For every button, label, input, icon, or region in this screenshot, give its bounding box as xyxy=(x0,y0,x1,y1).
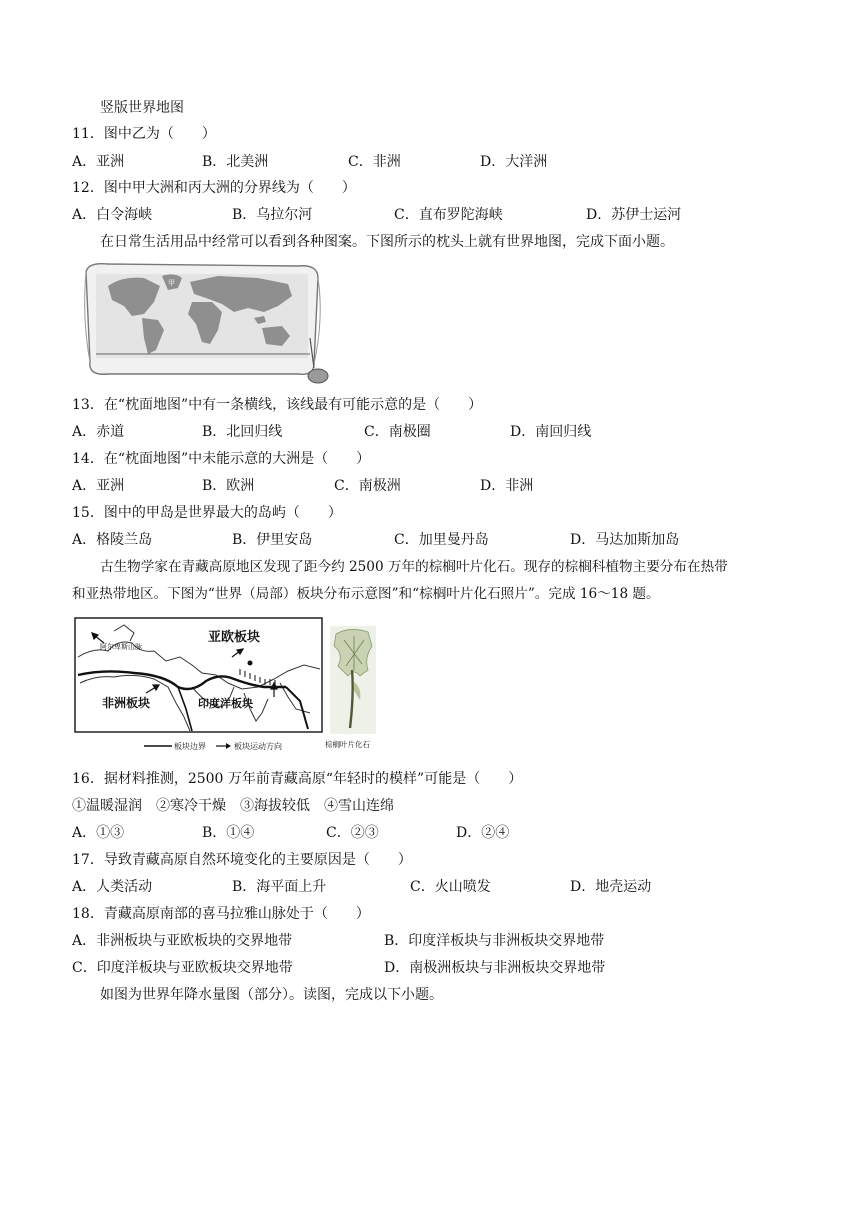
option-d[interactable]: D．马达加斯加岛 xyxy=(570,532,680,548)
label-jia: 甲 xyxy=(168,279,175,287)
question-12-stem: 12．图中甲大洲和丙大洲的分界线为（ ） xyxy=(72,180,356,196)
fossil-photo xyxy=(324,624,384,750)
legend-direction: 板块运动方向 xyxy=(234,742,282,751)
option-c[interactable]: C．加里曼丹岛 xyxy=(394,532,489,548)
option-a[interactable]: A．亚洲 xyxy=(72,154,125,170)
african-plate-label: 非洲板块 xyxy=(102,696,151,710)
option-c[interactable]: C．火山喷发 xyxy=(410,879,491,895)
question-11-options xyxy=(72,152,792,172)
question-17-options xyxy=(72,877,792,897)
fossil-caption: 棕榈叶片化石 xyxy=(325,740,370,749)
map-caption: 竖版世界地图 xyxy=(100,100,184,116)
plate-map-figure xyxy=(74,617,324,753)
intro-precipitation: 如图为世界年降水量图（部分）。读图，完成以下小题。 xyxy=(100,987,443,1003)
option-a[interactable]: A．亚洲 xyxy=(72,478,125,494)
option-a[interactable]: A．格陵兰岛 xyxy=(72,532,153,548)
question-18-options-row-2 xyxy=(72,958,792,978)
eurasian-plate-label: 亚欧板块 xyxy=(208,630,261,645)
option-d[interactable]: D．非洲 xyxy=(480,478,534,494)
option-a[interactable]: A．人类活动 xyxy=(72,879,153,895)
option-d[interactable]: D．南回归线 xyxy=(510,424,592,440)
option-d[interactable]: D．大洋洲 xyxy=(480,154,548,170)
option-d[interactable]: D．南极洲板块与非洲板块交界地带 xyxy=(384,960,606,976)
option-b[interactable]: B．海平面上升 xyxy=(232,879,327,895)
option-b[interactable]: B．欧洲 xyxy=(202,478,255,494)
intro-13-15: 在日常生活用品中经常可以看到各种图案。下图所示的枕头上就有世界地图，完成下面小题。 xyxy=(100,234,674,250)
question-13-options xyxy=(72,422,792,442)
question-17-stem: 17．导致青藏高原自然环境变化的主要原因是（ ） xyxy=(72,852,412,868)
question-15-stem: 15．图中的甲岛是世界最大的岛屿（ ） xyxy=(72,505,342,521)
option-a[interactable]: A．白令海峡 xyxy=(72,207,153,223)
option-d[interactable]: D．地壳运动 xyxy=(570,879,652,895)
question-12-options xyxy=(72,205,792,225)
legend-boundary: 板块边界 xyxy=(174,742,206,751)
question-13-stem: 13．在“枕面地图”中有一条横线，该线最有可能示意的是（ ） xyxy=(72,397,483,413)
question-16-options xyxy=(72,823,792,843)
option-b[interactable]: B．印度洋板块与非洲板块交界地带 xyxy=(384,933,605,949)
option-c[interactable]: C．非洲 xyxy=(348,154,401,170)
intro-16-18-line-1: 古生物学家在青藏高原地区发现了距今约 2500 万年的棕榈叶片化石。现存的棕榈科植物主要分布在热带 xyxy=(100,559,728,575)
option-d[interactable]: D．苏伊士运河 xyxy=(586,207,682,223)
alps-label: 阿尔卑斯山脉 xyxy=(100,643,142,651)
option-c[interactable]: C．南极圈 xyxy=(364,424,431,440)
question-18-stem: 18．青藏高原南部的喜马拉雅山脉处于（ ） xyxy=(72,906,370,922)
option-a[interactable]: A．①③ xyxy=(72,825,125,841)
option-c[interactable]: C．直布罗陀海峡 xyxy=(394,207,503,223)
option-b[interactable]: B．北美洲 xyxy=(202,154,269,170)
option-c[interactable]: C．②③ xyxy=(326,825,379,841)
question-14-stem: 14．在“枕面地图”中未能示意的大洲是（ ） xyxy=(72,451,371,467)
indian-ocean-plate-label: 印度洋板块 xyxy=(198,697,253,710)
question-11-stem: 11．图中乙为（ ） xyxy=(72,126,216,142)
intro-16-18-line-2: 和亚热带地区。下图为“世界（局部）板块分布示意图”和“棕榈叶片化石照片”。完成 16～18 题。 xyxy=(72,586,660,602)
option-a[interactable]: A．非洲板块与亚欧板块的交界地带 xyxy=(72,933,293,949)
question-15-options xyxy=(72,530,792,550)
option-c[interactable]: C．南极洲 xyxy=(334,478,401,494)
option-c[interactable]: C．印度洋板块与亚欧板块交界地带 xyxy=(72,960,293,976)
question-14-options xyxy=(72,476,792,496)
pillow-map-figure xyxy=(78,258,338,390)
question-16-stem: 16．据材料推测，2500 万年前青藏高原“年轻时的模样”可能是（ ） xyxy=(72,771,523,787)
option-b[interactable]: B．北回归线 xyxy=(202,424,283,440)
question-16-choices: ①温暖湿润 ②寒冷干燥 ③海拔较低 ④雪山连绵 xyxy=(72,798,394,814)
option-b[interactable]: B．①④ xyxy=(202,825,255,841)
question-18-options-row-1 xyxy=(72,931,792,951)
option-a[interactable]: A．赤道 xyxy=(72,424,125,440)
option-d[interactable]: D．②④ xyxy=(456,825,510,841)
option-b[interactable]: B．乌拉尔河 xyxy=(232,207,313,223)
option-b[interactable]: B．伊里安岛 xyxy=(232,532,313,548)
